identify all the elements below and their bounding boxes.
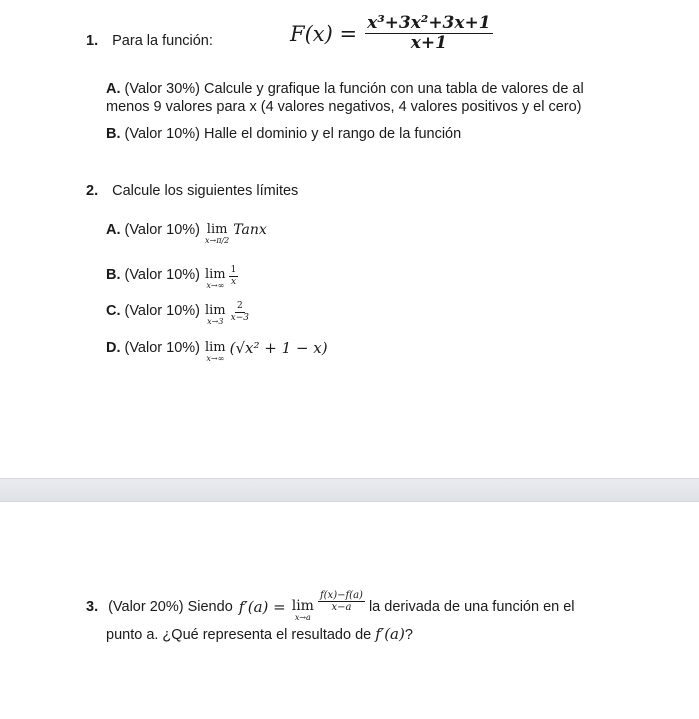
q3-lim: lim	[291, 598, 314, 614]
q2-c-num: 2	[236, 301, 243, 311]
q2-b-fraction	[229, 266, 239, 287]
q1-function	[290, 14, 493, 53]
page-divider	[0, 478, 699, 502]
q2-d-sub: x→∞	[206, 354, 225, 363]
q2-b-num: 1	[230, 265, 237, 275]
q2-c-label: C.	[106, 303, 121, 319]
q2-b-lim: lim	[204, 267, 226, 282]
q1-func-lhs: F(x) =	[290, 21, 358, 46]
q2-number: 2.	[86, 183, 99, 199]
q3-pre: (Valor 20%) Siendo	[108, 599, 233, 615]
q3-den: x−a	[331, 602, 352, 613]
q3-post: la derivada de una función en el	[368, 599, 575, 615]
q1-b-text: (Valor 10%) Halle el dominio y el rango de la función	[124, 126, 462, 142]
q1-func-denominator: x+1	[410, 32, 447, 53]
q2-a-label: A.	[106, 222, 121, 238]
q2-b-sub: x→∞	[206, 281, 225, 290]
q2-c-value: (Valor 10%)	[124, 303, 200, 319]
q2-d-value: (Valor 10%)	[124, 340, 200, 356]
q1-func-fraction	[365, 14, 493, 53]
q1-func-numerator: x³+3x²+3x+1	[367, 13, 491, 33]
q2-intro: Calcule los siguientes límites	[112, 183, 299, 199]
q2-item-b	[106, 266, 238, 290]
q2-d-lim: lim	[204, 340, 226, 355]
q2-d-expr: (√x² + 1 − x)	[229, 339, 328, 357]
q3-fraction	[318, 590, 365, 614]
q3-number: 3.	[86, 599, 99, 615]
q2-b-value: (Valor 10%)	[124, 267, 200, 283]
q1-intro: Para la función:	[112, 33, 213, 49]
q2-item-c	[106, 302, 251, 326]
q1-b-label: B.	[106, 126, 121, 142]
q2-item-d	[106, 339, 328, 363]
q3-limit	[292, 599, 314, 622]
q1-a-line1: (Valor 30%) Calcule y grafique la función con una tabla de valores de al	[124, 81, 584, 97]
q3-fprime: f′(a) =	[238, 598, 286, 616]
q2-d-label: D.	[106, 340, 121, 356]
q2-block	[86, 182, 298, 200]
q1-a-label: A.	[106, 81, 121, 97]
q2-a-lim: lim	[206, 222, 228, 237]
q1-item-a	[106, 80, 584, 98]
q3-line2: punto a. ¿Qué representa el resultado de	[106, 627, 372, 643]
q3-block	[86, 590, 575, 622]
q2-b-limit	[205, 268, 226, 290]
q2-a-value: (Valor 10%)	[124, 222, 200, 238]
q2-a-sub: x→π/2	[204, 236, 230, 245]
q2-a-limit	[205, 223, 229, 245]
q2-c-sub: x→3	[207, 317, 224, 326]
q1-block	[86, 32, 213, 50]
q3-line2-end: ?	[404, 627, 413, 643]
q2-c-lim: lim	[204, 303, 226, 318]
q3-num: f(x)−f(a)	[319, 590, 363, 601]
q2-d-limit	[205, 341, 226, 363]
q3-sub: x→a	[294, 613, 311, 622]
q2-b-den: x	[230, 276, 237, 287]
q1-a-line2: menos 9 valores para x (4 valores negativos, 4 valores positivos y el cero)	[106, 99, 582, 115]
q2-b-label: B.	[106, 267, 121, 283]
q3-line2-math: f′(a)	[375, 625, 405, 643]
q2-c-fraction	[229, 302, 251, 323]
q2-a-expr: Tanx	[233, 222, 267, 238]
q2-c-limit	[205, 304, 226, 326]
q1-item-b	[106, 125, 461, 143]
q1-number: 1.	[86, 33, 99, 49]
q2-item-a	[106, 221, 267, 245]
q3-line2-block	[106, 625, 413, 644]
q2-c-den: x−3	[230, 312, 249, 323]
